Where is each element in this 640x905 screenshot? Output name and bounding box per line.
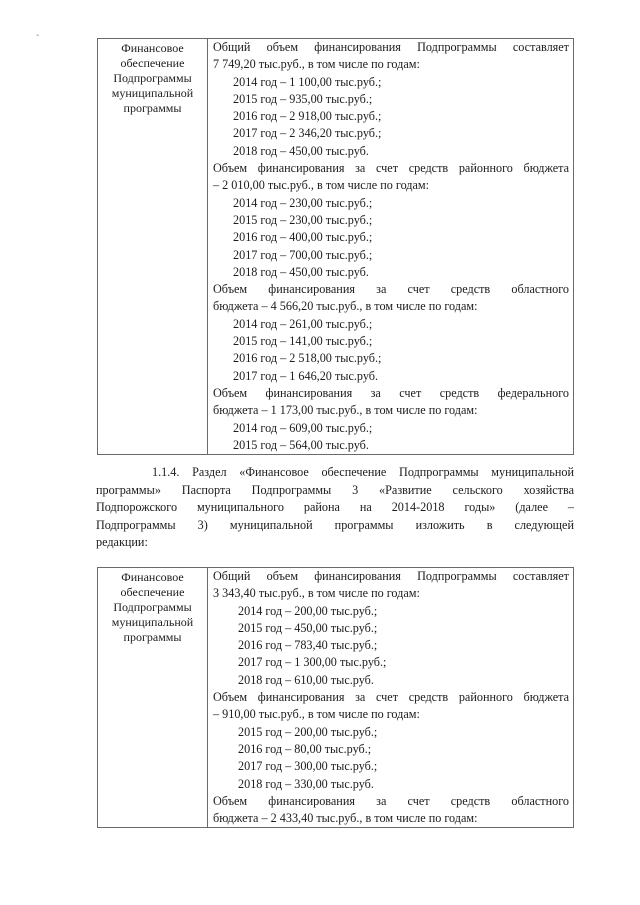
financing-line: бюджета – 2 433,40 тыс.руб., в том числе по годам:	[213, 811, 478, 826]
label-line: Финансовое	[121, 570, 184, 584]
table-row	[98, 39, 574, 455]
financing-details-cell	[208, 39, 574, 455]
financing-line: 2015 год – 230,00 тыс.руб.;	[233, 212, 373, 227]
label-line: программы	[123, 101, 182, 115]
financing-line: 2016 год – 400,00 тыс.руб.;	[233, 230, 373, 245]
financing-line: 2017 год – 1 646,20 тыс.руб.	[233, 368, 379, 383]
financing-line: 2016 год – 783,40 тыс.руб.;	[238, 638, 378, 653]
financing-line: – 910,00 тыс.руб., в том числе по годам:	[213, 707, 420, 722]
financing-line: 2017 год – 700,00 тыс.руб.;	[233, 247, 373, 262]
label-line: обеспечение	[120, 585, 185, 599]
amendment-paragraph	[96, 464, 574, 552]
financing-line: 2014 год – 1 100,00 тыс.руб.;	[233, 74, 382, 89]
financing-line: Объем финансирования за счет средств федерального	[213, 385, 569, 400]
financing-table-2	[97, 567, 574, 828]
financing-line: Объем финансирования за счет средств областного	[213, 282, 569, 297]
financing-line: 2016 год – 80,00 тыс.руб.;	[238, 741, 372, 756]
financing-line: 2016 год – 2 918,00 тыс.руб.;	[233, 109, 382, 124]
label-line: муниципальной	[111, 86, 194, 100]
scan-mark: -	[36, 30, 40, 41]
label-line: муниципальной	[111, 615, 194, 629]
table-row	[98, 568, 574, 828]
financing-line: 2015 год – 564,00 тыс.руб.	[233, 437, 369, 452]
financing-line: Объем финансирования за счет средств областного	[213, 793, 569, 808]
financing-line: 2014 год – 200,00 тыс.руб.;	[238, 603, 378, 618]
financing-line: 2018 год – 610,00 тыс.руб.	[238, 672, 374, 687]
section-label-cell	[98, 39, 208, 455]
financing-line: – 2 010,00 тыс.руб., в том числе по годам:	[213, 178, 430, 193]
financing-line: 2015 год – 450,00 тыс.руб.;	[238, 620, 378, 635]
financing-line: 2015 год – 200,00 тыс.руб.;	[238, 724, 378, 739]
paragraph-line: 1.1.4. Раздел «Финансовое обеспечение Подпрограммы муниципальной	[152, 465, 574, 479]
financing-line: 2016 год – 2 518,00 тыс.руб.;	[233, 351, 382, 366]
label-line: Подпрограммы	[113, 71, 192, 85]
financing-line: 2017 год – 1 300,00 тыс.руб.;	[238, 655, 387, 670]
financing-line: 2017 год – 2 346,20 тыс.руб.;	[233, 126, 382, 141]
financing-table-1	[97, 38, 574, 455]
financing-line: 2014 год – 230,00 тыс.руб.;	[233, 195, 373, 210]
financing-line: Объем финансирования за счет средств районного бюджета	[213, 161, 569, 176]
financing-line: 3 343,40 тыс.руб., в том числе по годам:	[213, 586, 420, 601]
financing-line: 2018 год – 330,00 тыс.руб.	[238, 776, 374, 791]
financing-line: 2015 год – 141,00 тыс.руб.;	[233, 334, 373, 349]
financing-line: 2014 год – 261,00 тыс.руб.;	[233, 316, 373, 331]
financing-line: 2018 год – 450,00 тыс.руб.	[233, 264, 369, 279]
financing-line: 2017 год – 300,00 тыс.руб.;	[238, 759, 378, 774]
label-line: Финансовое	[121, 41, 184, 55]
paragraph-line: Подпрограммы 3) муниципальной программы изложить в следующей	[96, 517, 574, 532]
financing-line: 2015 год – 935,00 тыс.руб.;	[233, 91, 373, 106]
financing-line: бюджета – 1 173,00 тыс.руб., в том числе по годам:	[213, 403, 478, 418]
label-line: программы	[123, 630, 182, 644]
paragraph-line: программы» Паспорта Подпрограммы 3 «Развитие сельского хозяйства	[96, 482, 574, 497]
financing-line: 2014 год – 609,00 тыс.руб.;	[233, 420, 373, 435]
financing-line: Общий объем финансирования Подпрограммы составляет	[213, 569, 569, 583]
label-line: обеспечение	[120, 56, 185, 70]
paragraph-line: редакции:	[96, 535, 148, 549]
financing-line: 7 749,20 тыс.руб., в том числе по годам:	[213, 57, 420, 72]
financing-line: 2018 год – 450,00 тыс.руб.	[233, 143, 369, 158]
label-line: Подпрограммы	[113, 600, 192, 614]
financing-line: Общий объем финансирования Подпрограммы составляет	[213, 40, 569, 54]
financing-details-cell	[208, 568, 574, 828]
financing-line: бюджета – 4 566,20 тыс.руб., в том числе по годам:	[213, 299, 478, 314]
paragraph-line: Подпорожского муниципального района на 2014-2018 годы» (далее –	[96, 500, 574, 514]
financing-line: Объем финансирования за счет средств районного бюджета	[213, 690, 569, 705]
section-label-cell	[98, 568, 208, 828]
